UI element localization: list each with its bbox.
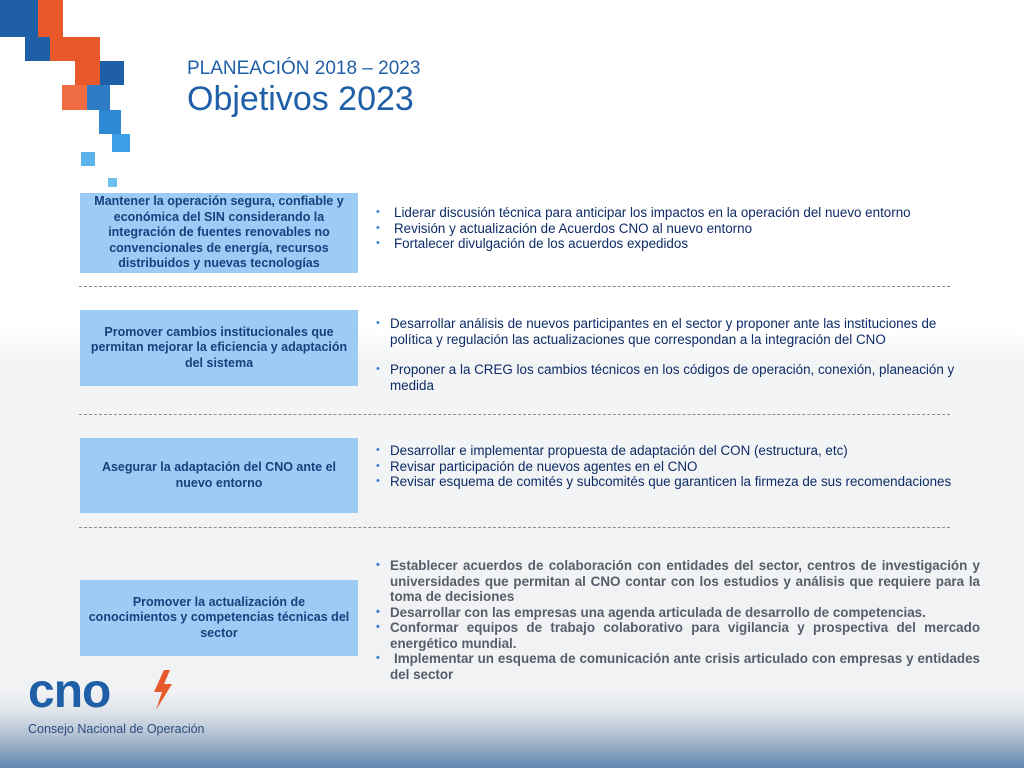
bullet-icon: • (376, 317, 380, 329)
bullet-icon: • (376, 652, 380, 664)
header (187, 58, 420, 118)
deco-square (62, 85, 87, 110)
deco-square (108, 178, 117, 187)
list-item: • Revisar participación de nuevos agentes en el CNO (376, 458, 698, 474)
deco-square (38, 0, 63, 37)
logo-name: Consejo Nacional de Operación (28, 722, 205, 736)
deco-square (81, 152, 95, 166)
bullet-icon: • (376, 559, 380, 571)
list-item: • Desarrollar con las empresas una agenda articulada de desarrollo de competencias. (376, 604, 926, 620)
objective-box-4: Promover la actualización de conocimientos y competencias técnicas del sector (80, 580, 358, 656)
bullet-icon: • (376, 621, 380, 633)
bullet-icon: • (376, 206, 380, 218)
deco-square (112, 134, 130, 152)
list-item: • Fortalecer divulgación de los acuerdos expedidos (376, 236, 689, 251)
list-item: • Proponer a la CREG los cambios técnicos en los códigos de operación, conexión, planeación y medida (376, 362, 955, 393)
bullet-icon: • (376, 221, 380, 234)
deco-square (50, 37, 100, 61)
divider (79, 286, 950, 287)
bullet-icon: • (376, 237, 380, 249)
objective-box-2: Promover cambios institucionales que permitan mejorar la eficiencia y adaptación del sistema (80, 310, 358, 386)
deco-square (99, 110, 121, 134)
objective-3-actions (374, 443, 980, 490)
bullet-icon: • (376, 605, 380, 618)
bullet-icon: • (376, 459, 380, 472)
list-item: • Conformar equipos de trabajo colaborativo para vigilancia y prospectiva del mercado energético mundial. (376, 620, 980, 651)
deco-square (25, 37, 50, 61)
deco-square (0, 0, 38, 37)
header-subtitle: PLANEACIÓN 2018 – 2023 (187, 58, 421, 79)
deco-square (87, 85, 110, 110)
deco-square (100, 61, 124, 85)
divider (79, 414, 950, 415)
list-item: • Revisar esquema de comités y subcomités que garanticen la firmeza de sus recomendaciones (376, 474, 952, 489)
list-item: • Liderar discusión técnica para anticipar los impactos en la operación del nuevo entorno (376, 205, 911, 220)
logo-wordmark: cno (28, 665, 111, 718)
bullet-icon: • (376, 363, 380, 375)
bullet-icon: • (376, 475, 380, 487)
objective-2-actions (374, 316, 976, 393)
lightning-bolt-icon (150, 670, 174, 710)
list-item: • Desarrollar e implementar propuesta de adaptación del CON (estructura, etc) (376, 443, 848, 458)
objective-box-3: Asegurar la adaptación del CNO ante el nuevo entorno (80, 438, 358, 513)
bullet-icon: • (376, 444, 380, 456)
objective-box-1: Mantener la operación segura, confiable y económica del SIN considerando la integración de fuentes renovables no convencionales de energía, recursos distribuidos y nuevas tecnologías (80, 193, 358, 273)
objective-4-actions (374, 558, 980, 682)
list-item: • Implementar un esquema de comunicación ante crisis articulado con empresas y entidades del sector (376, 651, 980, 682)
page-title: Objetivos 2023 (187, 80, 414, 118)
list-item: • Revisión y actualización de Acuerdos CNO al nuevo entorno (376, 220, 753, 236)
divider (79, 527, 950, 528)
list-item: • Desarrollar análisis de nuevos participantes en el sector y proponer ante las instituciones de política y regulación las actualizaciones que correspondan a la integración del CNO (376, 316, 937, 347)
objective-1-actions (374, 205, 974, 252)
list-item: • Establecer acuerdos de colaboración con entidades del sector, centros de investigación y universidades que permitan al CNO contar con los estudios y análisis que requiere para la toma de decisiones (376, 558, 980, 604)
cno-logo (28, 665, 205, 736)
deco-square (75, 61, 100, 85)
